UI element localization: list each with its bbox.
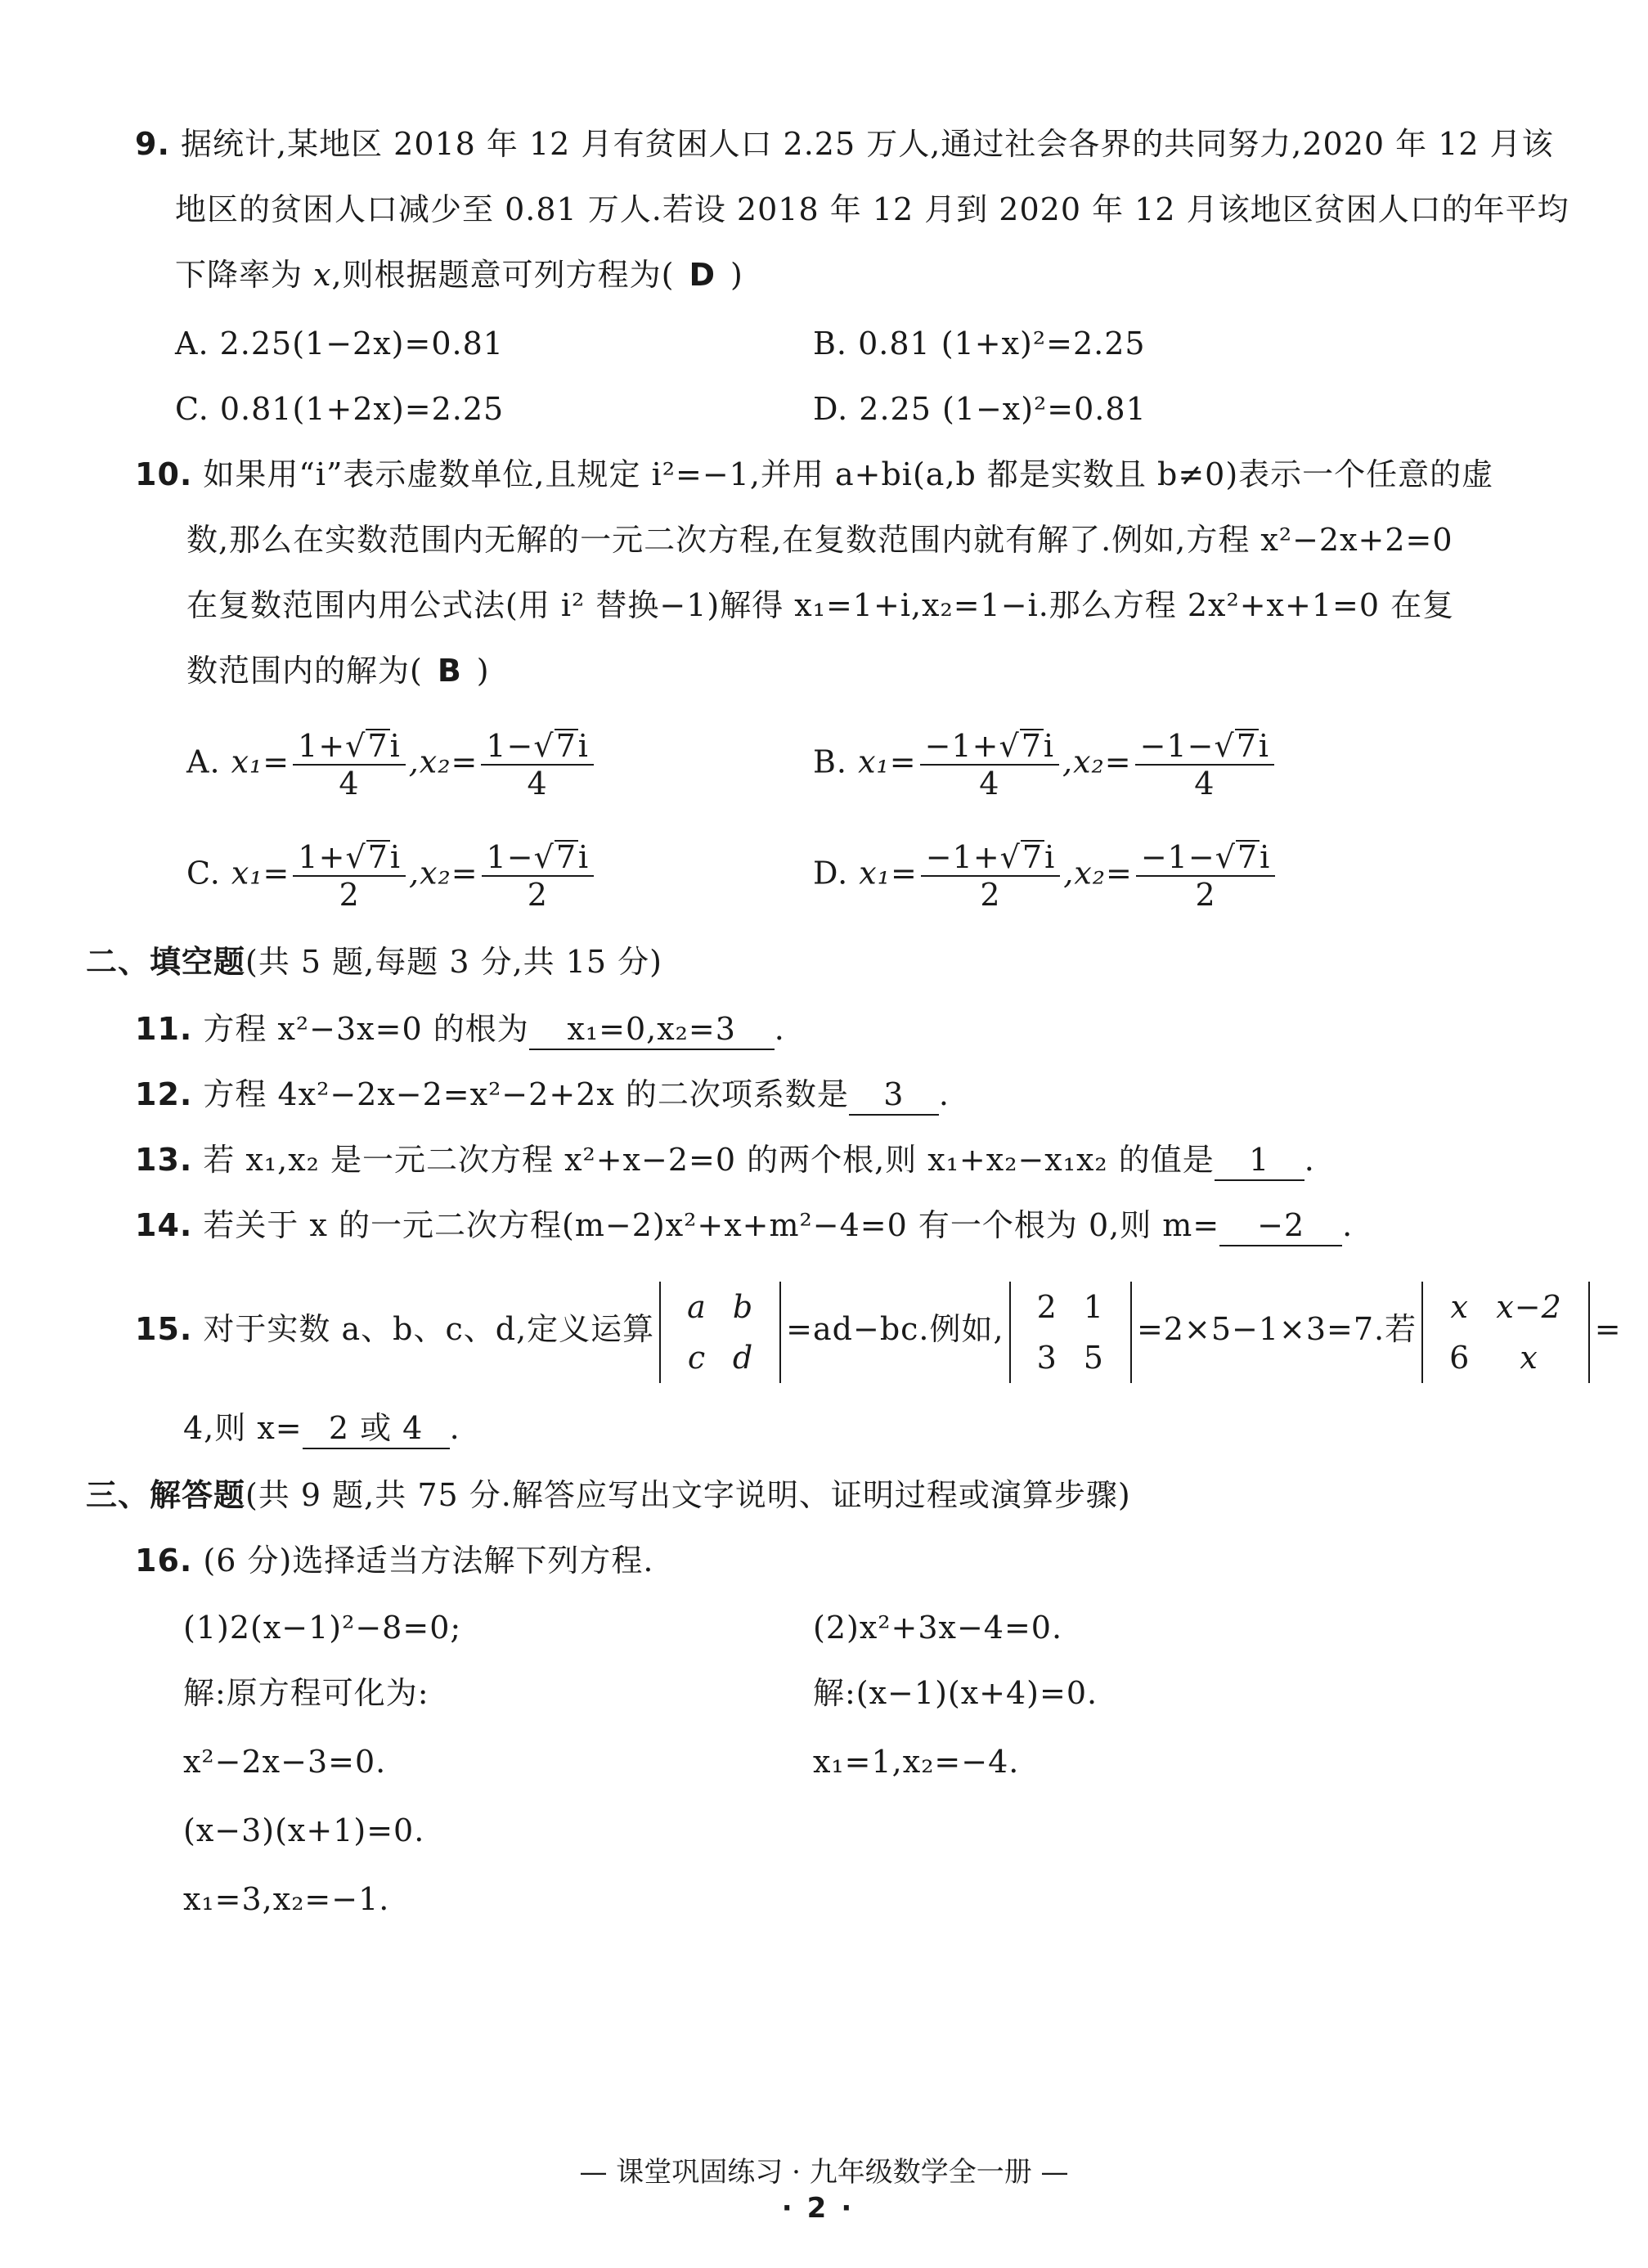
det3-a: x bbox=[1450, 1288, 1469, 1325]
q10-a-f1-den: 4 bbox=[339, 766, 360, 802]
q14-number: 14. bbox=[135, 1207, 193, 1243]
q10-a-x1: x₁= bbox=[231, 743, 290, 780]
q10-d-x1: x₁= bbox=[859, 855, 918, 891]
q15-line2 bbox=[183, 1405, 460, 1451]
q16-sol2-line2: x₁=1,x₂=−4. bbox=[813, 1744, 1020, 1780]
q10-d-f2-sqrt: 7 bbox=[1237, 839, 1259, 875]
q16-part-2: (2)x²+3x−4=0. bbox=[813, 1610, 1063, 1646]
q10-a-f2-sqrt: 7 bbox=[555, 728, 577, 764]
q9-text-line2: 地区的贫困人口减少至 0.81 万人.若设 2018 年 12 月到 2020 年 12 月该地区贫困人口的年平均 bbox=[175, 191, 1569, 227]
q10-b-f1-sign: + bbox=[972, 728, 999, 764]
q10-option-c-label: C. bbox=[186, 855, 231, 891]
q10-c-frac1: $\frac{1+√7i}{2}$ bbox=[293, 839, 406, 913]
q10-close-paren: ) bbox=[476, 653, 490, 689]
q9-option-b: B. 0.81 (1+x)²=2.25 bbox=[813, 326, 1146, 362]
q10-c-f2-sign: − bbox=[506, 839, 534, 875]
q10-c-f2-one: 1 bbox=[486, 839, 507, 875]
q15-determinant-1 bbox=[659, 1282, 781, 1383]
q10-b-f1-neg1: −1 bbox=[924, 728, 972, 764]
q15-determinant-2 bbox=[1009, 1282, 1132, 1383]
q13-answer-blank: 1 bbox=[1215, 1140, 1304, 1181]
q10-b-f2-den: 4 bbox=[1194, 766, 1215, 802]
q10-b-x1: x₁= bbox=[858, 743, 917, 780]
q10-answer: B bbox=[437, 653, 462, 689]
q11-text: 方程 x²−3x=0 的根为 bbox=[203, 1011, 529, 1047]
q9-option-a: A. 2.25(1−2x)=0.81 bbox=[175, 326, 504, 362]
q9-number: 9. bbox=[135, 126, 170, 162]
q16-sol2-line1: 解:(x−1)(x+4)=0. bbox=[813, 1675, 1098, 1711]
det2-a: 2 bbox=[1036, 1288, 1058, 1325]
q10-line1 bbox=[135, 451, 1493, 497]
q9-answer: D bbox=[689, 257, 716, 293]
q9-option-d: D. 2.25 (1−x)²=0.81 bbox=[813, 391, 1147, 427]
q16-number: 16. bbox=[135, 1543, 193, 1579]
q10-d-f1-den: 2 bbox=[980, 877, 1001, 913]
q14-end: . bbox=[1342, 1207, 1354, 1243]
q11-end: . bbox=[774, 1011, 785, 1047]
q10-d-f1-i: i bbox=[1044, 839, 1056, 875]
q10-d-f1-neg1: −1 bbox=[925, 839, 973, 875]
q10-d-f1-sqrt: 7 bbox=[1022, 839, 1044, 875]
q16-sol1-line2: x²−2x−3=0. bbox=[183, 1744, 387, 1780]
q15-answer-blank: 2 或 4 bbox=[303, 1408, 450, 1449]
q10-c-f1-sign: + bbox=[318, 839, 346, 875]
q10-d-f2-neg1: −1 bbox=[1140, 839, 1188, 875]
q10-b-frac1: $\frac{-1+√7i}{4}$ bbox=[920, 728, 1059, 802]
det1-c: c bbox=[687, 1339, 707, 1376]
footer-title: — 课堂巩固练习 · 九年级数学全一册 — bbox=[579, 2156, 1069, 2189]
det3-b: x−2 bbox=[1496, 1288, 1562, 1325]
det2-d: 5 bbox=[1083, 1339, 1104, 1376]
q10-option-a bbox=[186, 728, 597, 802]
q10-d-f2-den: 2 bbox=[1195, 877, 1216, 913]
det1-b: b bbox=[732, 1288, 754, 1325]
q12-answer-blank: 3 bbox=[849, 1075, 939, 1116]
q10-option-c bbox=[186, 839, 597, 913]
q10-d-f2-i: i bbox=[1260, 839, 1271, 875]
q15-line2-pre: 4,则 x= bbox=[183, 1410, 303, 1446]
q16-sol1-line4: x₁=3,x₂=−1. bbox=[183, 1881, 390, 1917]
section-2-title: 二、填空题 bbox=[86, 944, 246, 980]
q10-c-f1-one: 1 bbox=[298, 839, 319, 875]
q12-text: 方程 4x²−2x−2=x²−2+2x 的二次项系数是 bbox=[203, 1076, 849, 1112]
det2-b: 1 bbox=[1083, 1288, 1104, 1325]
q10-b-f2-sqrt: 7 bbox=[1236, 728, 1257, 764]
q10-a-frac2: $\frac{1-√7i}{4}$ bbox=[481, 728, 594, 802]
q10-c-x2: ,x₂= bbox=[409, 855, 478, 891]
q10-c-x1: x₁= bbox=[231, 855, 290, 891]
q10-c-f1-sqrt: 7 bbox=[367, 839, 388, 875]
page-number-value: 2 bbox=[806, 2192, 842, 2225]
q10-b-f2-i: i bbox=[1258, 728, 1270, 764]
q10-b-f1-i: i bbox=[1043, 728, 1055, 764]
q10-option-d bbox=[813, 839, 1278, 913]
q10-a-x2: ,x₂= bbox=[408, 743, 478, 780]
q10-number: 10. bbox=[135, 456, 193, 492]
det3-c: 6 bbox=[1449, 1339, 1471, 1376]
q10-c-f1-den: 2 bbox=[339, 877, 360, 913]
q10-option-b-label: B. bbox=[813, 743, 859, 780]
q9-line3 bbox=[175, 252, 743, 298]
q10-b-f2-neg1: −1 bbox=[1139, 728, 1188, 764]
q15-text-2: =ad−bc.例如, bbox=[786, 1311, 1004, 1347]
q9-line3-post: ,则根据题意可列方程为( bbox=[331, 257, 675, 293]
q16-sol1-line3: (x−3)(x+1)=0. bbox=[183, 1812, 425, 1848]
q10-c-f2-sqrt: 7 bbox=[555, 839, 577, 875]
q15-text-4: = bbox=[1594, 1311, 1622, 1347]
q14 bbox=[135, 1202, 1353, 1248]
section-2-heading bbox=[86, 939, 662, 985]
q10-c-frac2: $\frac{1-√7i}{2}$ bbox=[482, 839, 595, 913]
q10-text-line3: 在复数范围内用公式法(用 i² 替换−1)解得 x₁=1+i,x₂=1−i.那么方程 2x²+x+1=0 在复 bbox=[186, 587, 1455, 623]
q10-d-x2: ,x₂= bbox=[1063, 855, 1133, 891]
q12 bbox=[135, 1071, 950, 1117]
q13-end: . bbox=[1304, 1142, 1315, 1178]
q10-c-f1-i: i bbox=[389, 839, 401, 875]
section-3-heading bbox=[86, 1472, 1131, 1518]
q11 bbox=[135, 1006, 785, 1052]
q9-option-c: C. 0.81(1+2x)=2.25 bbox=[175, 391, 505, 427]
q10-line4 bbox=[186, 648, 490, 694]
q9-text-line1: 据统计,某地区 2018 年 12 月有贫困人口 2.25 万人,通过社会各界的共同努力,2020 年 12 月该 bbox=[180, 126, 1554, 162]
det1-d: d bbox=[732, 1339, 754, 1376]
q15-text-3: =2×5−1×3=7.若 bbox=[1136, 1311, 1417, 1347]
q10-b-f1-sqrt: 7 bbox=[1021, 728, 1042, 764]
q15-end: . bbox=[449, 1410, 460, 1446]
q11-number: 11. bbox=[135, 1011, 193, 1047]
q10-b-frac2: $\frac{-1-√7i}{4}$ bbox=[1135, 728, 1274, 802]
q10-a-f2-sign: − bbox=[506, 728, 534, 764]
q10-c-f2-i: i bbox=[578, 839, 590, 875]
q10-line4-pre: 数范围内的解为( bbox=[186, 653, 423, 689]
q10-b-f2-sign: − bbox=[1187, 728, 1215, 764]
q15-text-1: 对于实数 a、b、c、d,定义运算 bbox=[203, 1311, 655, 1347]
section-3-note: (共 9 题,共 75 分.解答应写出文字说明、证明过程或演算步骤) bbox=[245, 1477, 1131, 1513]
q10-d-f1-sign: + bbox=[972, 839, 1000, 875]
q10-text-line1: 如果用“i”表示虚数单位,且规定 i²=−1,并用 a+bi(a,b 都是实数且 b≠0)表示一个任意的虚 bbox=[203, 456, 1494, 492]
q15-number: 15. bbox=[135, 1311, 193, 1347]
page-number: ·2· bbox=[781, 2192, 867, 2225]
q16-sol1-line1: 解:原方程可化为: bbox=[183, 1675, 429, 1711]
section-3-title: 三、解答题 bbox=[86, 1477, 246, 1513]
q9-line1 bbox=[135, 121, 1554, 167]
q10-b-x2: ,x₂= bbox=[1062, 743, 1132, 780]
q10-d-frac2: $\frac{-1-√7i}{2}$ bbox=[1136, 839, 1275, 913]
q10-a-f2-one: 1 bbox=[486, 728, 507, 764]
q10-c-f2-den: 2 bbox=[527, 877, 548, 913]
q16-part-1: (1)2(x−1)²−8=0; bbox=[183, 1610, 462, 1646]
q10-a-f2-i: i bbox=[577, 728, 589, 764]
q14-answer-blank: −2 bbox=[1219, 1206, 1342, 1246]
q15-line1 bbox=[135, 1276, 1622, 1383]
q10-a-f1-one: 1 bbox=[298, 728, 319, 764]
q10-a-frac1: $\frac{1+√7i}{4}$ bbox=[293, 728, 406, 802]
q10-b-f1-den: 4 bbox=[979, 766, 1000, 802]
q10-option-b bbox=[813, 728, 1278, 802]
q12-end: . bbox=[938, 1076, 950, 1112]
q10-text-line2: 数,那么在实数范围内无解的一元二次方程,在复数范围内就有解了.例如,方程 x²−2x+2=0 bbox=[186, 522, 1453, 558]
section-2-note: (共 5 题,每题 3 分,共 15 分) bbox=[245, 944, 663, 980]
det2-c: 3 bbox=[1036, 1339, 1058, 1376]
q10-option-d-label: D. bbox=[813, 855, 860, 891]
q10-a-f2-den: 4 bbox=[527, 766, 548, 802]
q16 bbox=[135, 1538, 653, 1583]
q13-text: 若 x₁,x₂ 是一元二次方程 x²+x−2=0 的两个根,则 x₁+x₂−x₁x₂ 的值是 bbox=[203, 1142, 1215, 1178]
q10-a-f1-sqrt: 7 bbox=[367, 728, 388, 764]
q10-d-f2-sign: − bbox=[1188, 839, 1215, 875]
q9-variable: x bbox=[313, 257, 332, 293]
q9-line3-pre: 下降率为 bbox=[175, 257, 314, 293]
q13 bbox=[135, 1137, 1315, 1183]
q15-determinant-3 bbox=[1421, 1282, 1590, 1383]
q16-text: (6 分)选择适当方法解下列方程. bbox=[203, 1543, 654, 1579]
det3-d: x bbox=[1520, 1339, 1538, 1376]
q10-a-f1-i: i bbox=[389, 728, 401, 764]
q11-answer-blank: x₁=0,x₂=3 bbox=[529, 1009, 775, 1050]
q10-option-a-label: A. bbox=[186, 743, 231, 780]
det1-a: a bbox=[687, 1288, 707, 1325]
q9-close-paren: ) bbox=[730, 257, 743, 293]
q13-number: 13. bbox=[135, 1142, 193, 1178]
q10-d-frac1: $\frac{-1+√7i}{2}$ bbox=[921, 839, 1060, 913]
q10-a-f1-sign: + bbox=[318, 728, 346, 764]
q12-number: 12. bbox=[135, 1076, 193, 1112]
q14-text: 若关于 x 的一元二次方程(m−2)x²+x+m²−4=0 有一个根为 0,则 m= bbox=[203, 1207, 1220, 1243]
